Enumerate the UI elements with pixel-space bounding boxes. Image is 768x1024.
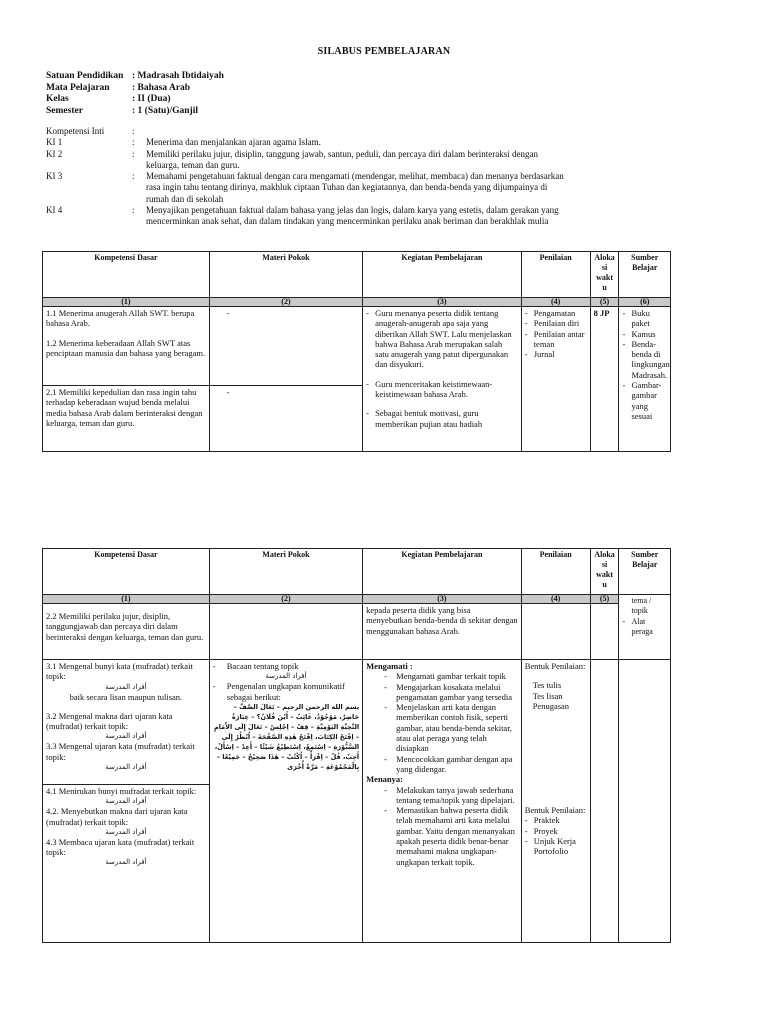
identity-value: : Bahasa Arab (132, 83, 190, 93)
ki-row-4: KI 4 : Menyajikan pengetahuan faktual dalam bahasa yang jelas dan logis, dalam karya yang estetis, dalam gerakan yang mencerminkan anak sehat, dan dalam tindakan yang mencerminkan perilaku anak beriman dan berakhlak mulia (46, 205, 559, 227)
kegiatan-item: - Menjelaskan arti kata dengan memberikan contoh fisik, seperti gambar, atau benda-benda sekitar, atau alat peraga yang telah disiapkan (384, 702, 518, 753)
col-number: (2) (209, 298, 362, 307)
header-kegiatan: Kegiatan Pembelajaran (363, 549, 522, 595)
menanya-heading: Menanya (366, 774, 401, 785)
silabus-table-2 (42, 548, 671, 943)
col-number: (4) (521, 595, 590, 604)
kegiatan-continued: kepada peserta didik yang bisa menyebutkan benda-benda di sekitar dengan menggunakan bahasa Arab. (366, 605, 518, 636)
header-alokasi-waktu: Aloka si wakt u (590, 549, 619, 595)
penilaian-cell (521, 660, 590, 943)
ki-text: Memahami pengetahuan faktual dengan cara mengamati (mendengar, melihat, membaca) dan menanya berdasarkan rasa ingin tahu tentang dirinya, makhluk ciptaan Tuhan dan kegiatannya, dan benda-benda yang dijumpainya di rumah dan di sekolah (146, 171, 564, 204)
kd-3-1-tail: baik secara lisan maupun tulisan. (69, 691, 183, 702)
ki-label: KI 1 (46, 137, 63, 148)
materi-arabic-title: أفراد المدرسة (265, 672, 307, 681)
kd-3-2-arabic: أفراد المدرسة (105, 732, 147, 741)
materi-item: - Bacaan tentang topik (213, 661, 359, 671)
penilaian-item: Tes lisan (532, 690, 563, 701)
penilaian-item: - Penilaian diri (525, 318, 587, 328)
kd-cell (43, 785, 210, 943)
alokasi-cell (590, 660, 619, 943)
penilaian-item: - Pengamatan (525, 308, 587, 318)
materi-item: - Pengenalan ungkapan komunikatif sebagai berikut: (213, 681, 359, 702)
penilaian-item: Portofolio (533, 846, 569, 857)
materi-cell (209, 604, 362, 660)
header-penilaian: Penilaian (521, 549, 590, 595)
penilaian-item: - Jurnal (525, 349, 587, 359)
col-number: (2) (209, 595, 362, 604)
identity-block (46, 71, 224, 117)
ki-row-3: KI 3 : Memahami pengetahuan faktual dengan cara mengamati (mendengar, melihat, membaca) dan menanya berdasarkan rasa ingin tahu tentang dirinya, makhluk ciptaan Tuhan dan kegiatannya, dan benda-benda yang dijumpainya di rumah dan di sekolah (46, 171, 564, 204)
ki-heading: Kompetensi Inti (46, 126, 105, 136)
col-number: (1) (43, 595, 210, 604)
materi-dash: - (226, 308, 230, 318)
penilaian-form-heading: Bentuk Penilaian: (524, 661, 586, 671)
kd-3-2: 3.2 Mengenal makna dari ujaran kata (mufradat) terkait topik: (46, 710, 173, 732)
alokasi-cell: 8 JP (590, 307, 619, 452)
ki-label: KI 2 (46, 148, 63, 159)
col-number: (3) (363, 298, 522, 307)
materi-dash: - (226, 387, 230, 397)
kd-cell (43, 604, 210, 660)
kegiatan-cell (363, 604, 522, 660)
kompetensi-inti-block (46, 126, 570, 228)
col-number: (5) (590, 298, 619, 307)
kd-3-1-arabic: أفراد المدرسة (105, 682, 147, 691)
materi-arabic-expressions: بسم الله الرحمن الرحيم – تَعَالَ الصَّفَّ – حَاضِرٌ، مَوْجُوْدٌ، غَائِبٌ – أَيْنَ فُلَانٌ؟ – عِبَارَةُ التَّحِيَّةِ اليَوْمِيَّةِ – قِفْ – اِجْلِسْ – تَعَالَ إِلَى الأَمَامِ – اِفْتَحْ الكِتَابَ، اِفْتَحْ هٰذِهِ الصَّفْحَةَ – اُنْظُرْ إِلَى السَّبُّوْرَةِ – اِسْتَمِعْ، اِسْتَطِيْعُ شَيْئًا – أَعِدْ – اِسْأَلْ، أَجِبْ، قُلْ – اِقْرَأْ – اُكْتُبْ – هٰذَا صَحِيْحٌ – جَمِيْعًا – بِالْمَجْمُوْعَةِ – مَرَّةً أُخْرَى (213, 702, 360, 771)
materi-cell (209, 660, 362, 943)
penilaian-cell (521, 307, 590, 452)
sumber-item: tema / topik (631, 596, 652, 616)
silabus-table-1 (42, 251, 671, 452)
identity-value: : Madrasah Ibtidaiyah (132, 71, 224, 81)
header-sumber-belajar: Sumber Belajar (619, 549, 671, 595)
penilaian-item: - Proyek (525, 826, 587, 836)
sumber-item: - Alat peraga (622, 617, 667, 638)
kegiatan-item: - Guru menanya peserta didik tentang anugerah-anugerah apa saja yang diberikan Allah SWT. Lalu menjelaskan bahwa Bahasa Arab merupakan salah satu anugerah yang patut dipergunakan dan disyukuri. (366, 308, 518, 370)
penilaian-item: - Penilaian antar teman (525, 329, 587, 350)
penilaian-item: - Praktek (525, 815, 587, 825)
col-number: (6) (619, 298, 671, 307)
identity-value: : 1 (Satu)/Ganjil (132, 106, 198, 116)
penilaian-item: Tes tulis (532, 680, 562, 691)
kd-4-3: 4.3 Membaca ujaran kata (mufradat) terkait topik: (46, 836, 195, 858)
sumber-cell (619, 307, 671, 452)
col-number: (5) (590, 595, 619, 604)
kd-4-2-arabic: أفراد المدرسة (105, 827, 147, 836)
kd-3-3-arabic: أفراد المدرسة (105, 763, 147, 772)
header-sumber-belajar: Sumber Belajar (619, 252, 671, 298)
identity-row-satuan (46, 71, 224, 83)
kd-2-1: 2.1 Memiliki kepedulian dan rasa ingin tahu terhadap keberadaan wujud benda melalui media bahasa Arab dalam berinteraksi dengan keluarga, teman dan guru. (46, 387, 203, 428)
identity-row-mapel (46, 83, 224, 95)
penilaian-form-heading: Bentuk Penilaian: (524, 805, 586, 816)
kd-4-1-arabic: أفراد المدرسة (105, 797, 147, 806)
sumber-item: Madrasah. (631, 369, 668, 380)
kegiatan-item: - Mencocokkan gambar dengan apa yang didengar. (384, 754, 518, 775)
ki-row-2: KI 2 : Memiliki perilaku jujur, disiplin, tanggung jawab, santun, peduli, dan percaya diri dalam berinteraksi dengan keluarga, teman dan guru. (46, 148, 539, 170)
kegiatan-item: - Memastikan bahwa peserta didik telah memahami arti kata melalui gambar. Yaitu dengan menanyakan apakah peserta didik benar-benar memahami makna ungkapan-ungkapan terkait topik. (384, 805, 518, 867)
header-penilaian: Penilaian (521, 252, 590, 298)
identity-label: Satuan Pendidikan (46, 71, 124, 81)
kd-cell (43, 660, 210, 785)
mengamati-heading: Mengamati (366, 661, 408, 671)
materi-cell (209, 386, 362, 452)
header-kegiatan: Kegiatan Pembelajaran (363, 252, 522, 298)
ki-heading-row: Kompetensi Inti : (46, 126, 135, 136)
sumber-item: - Buku paket (622, 308, 667, 329)
kd-3-1: 3.1 Mengenal bunyi kata (mufradat) terkait topik: (46, 661, 193, 682)
penilaian-item: - Unjuk Kerja (525, 836, 587, 846)
kegiatan-item: - Mengajarkan kosakata melalui pengamatan gambar yang tersedia (384, 682, 518, 703)
identity-value: : II (Dua) (132, 94, 171, 104)
kegiatan-cell (363, 307, 522, 452)
sumber-item: - Benda-benda di lingkungan (622, 339, 667, 370)
col-number: (1) (43, 298, 210, 307)
identity-label: Semester (46, 105, 83, 116)
penilaian-item: Penugasan (532, 700, 570, 711)
ki-row-1: KI 1 : Menerima dan menjalankan ajaran agama Islam. (46, 137, 321, 148)
kd-2-2: 2.2 Memiliki perilaku jujur, disiplin, tanggungjawab dan percaya diri dalam berinteraksi dengan keluarga, teman dan guru. (46, 611, 204, 642)
kd-4-1: 4.1 Menirukan bunyi mufradat terkait topik: (46, 786, 197, 796)
alokasi-cell (590, 604, 619, 660)
kd-1-1: 1.1 Menerima anugerah Allah SWT. berupa bahasa Arab. (46, 308, 195, 329)
kd-cell (43, 386, 210, 452)
sumber-item: - Gambar-gambar yang sesuai (622, 380, 667, 421)
penilaian-cell (521, 604, 590, 660)
ki-text: Menyajikan pengetahuan faktual dalam bahasa yang jelas dan logis, dalam karya yang estetis, dalam gerakan yang mencerminkan anak sehat, dan dalam tindakan yang mencerminkan perilaku anak beriman dan berakhlak mulia (146, 205, 559, 227)
kegiatan-item: - Guru menceritakan keistimewaan-keistimewaan bahasa Arab. (366, 379, 518, 400)
header-materi-pokok: Materi Pokok (209, 549, 362, 595)
header-kompetensi-dasar: Kompetensi Dasar (43, 549, 210, 595)
kd-1-2: 1.2 Menerima keberadaan Allah SWT atas penciptaan manusia dan bahasa yang beragam. (46, 337, 206, 358)
header-kompetensi-dasar: Kompetensi Dasar (43, 252, 210, 298)
kd-4-3-arabic: أفراد المدرسة (105, 858, 147, 867)
ki-label: KI 4 (46, 205, 63, 216)
col-number: (3) (363, 595, 522, 604)
kegiatan-cell: Mengamati : - Mengamati gambar terkait topik - Mengajarkan kosakata melalui pengamatan gambar yang tersedia - Menjelaskan arti kata dengan memberikan contoh fisik, seperti gambar, atau benda-benda sekitar, atau alat peraga yang telah disiapkan - Mencocokkan gambar dengan apa yang didengar. Menanya: - Melakukan tanya jawab sederhana tentang tema/topik yang dipelajari. - Memastikan bahwa peserta didik telah memahami arti kata melalui gambar. Yaitu dengan menanyakan apakah peserta didik benar-benar memahami makna ungkapan-ungkapan terkait topik. (363, 660, 522, 943)
header-materi-pokok: Materi Pokok (209, 252, 362, 298)
identity-label: Kelas (46, 94, 69, 104)
identity-row-semester (46, 106, 224, 118)
kegiatan-item: - Melakukan tanya jawab sederhana tentang tema/topik yang dipelajari. (384, 785, 518, 806)
ki-text: Memiliki perilaku jujur, disiplin, tanggung jawab, santun, peduli, dan percaya diri dalam berinteraksi dengan keluarga, teman dan guru. (146, 148, 539, 170)
kd-cell (43, 307, 210, 386)
col-number: (4) (521, 298, 590, 307)
kd-4-2: 4.2. Menyebutkan makna dari ujaran kata (mufradat) terkait topik: (46, 806, 188, 827)
kegiatan-item: - Mengamati gambar terkait topik (384, 671, 518, 681)
identity-row-kelas (46, 94, 224, 106)
sumber-item: - Kamus (622, 329, 667, 339)
ki-label: KI 3 (46, 171, 63, 182)
sumber-cell (619, 660, 671, 943)
kd-3-3: 3.3 Mengenal ujaran kata (mufradat) terkait topik: (46, 741, 195, 762)
kegiatan-item: - Sebagai bentuk motivasi, guru memberikan pujian atau hadiah (366, 408, 518, 429)
sumber-cell (619, 595, 671, 660)
header-alokasi-waktu: Aloka si wakt u (590, 252, 619, 298)
materi-cell (209, 307, 362, 386)
ki-text: Menerima dan menjalankan ajaran agama Islam. (146, 137, 321, 148)
identity-label: Mata Pelajaran (46, 82, 110, 93)
document-title: SILABUS PEMBELAJARAN (317, 46, 451, 57)
